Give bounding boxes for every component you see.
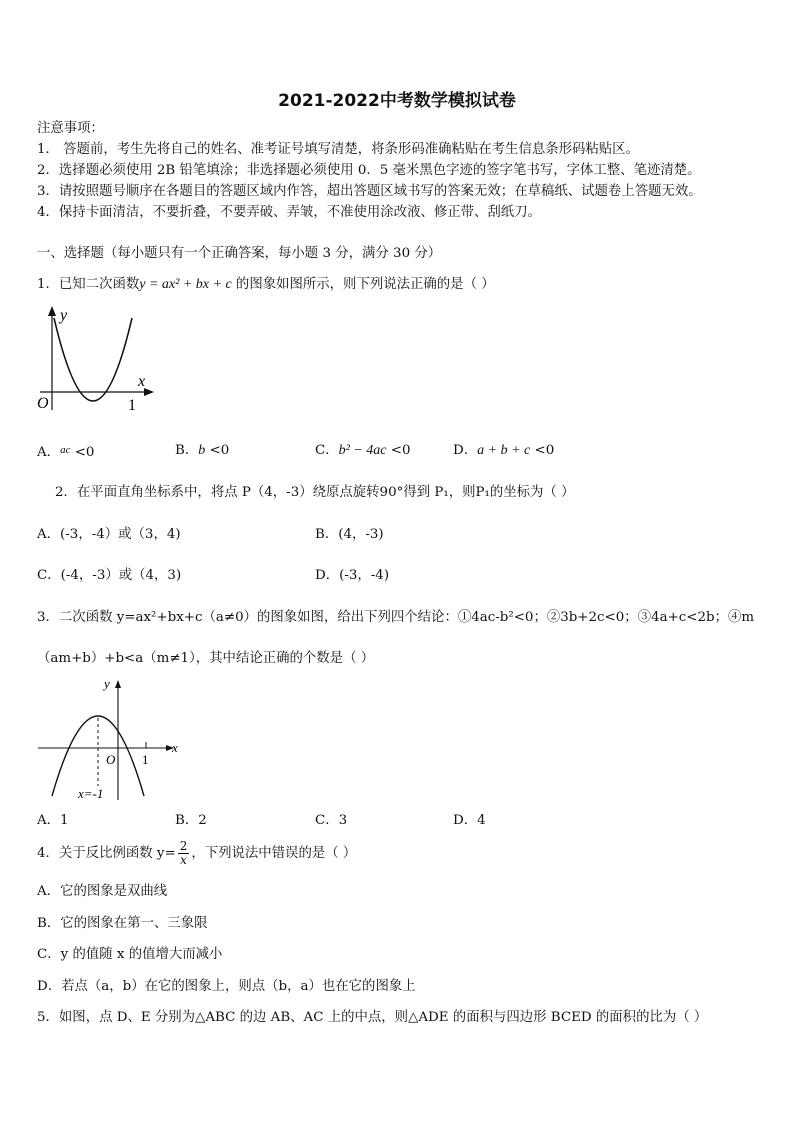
notice-item: 4．保持卡面清洁，不要折叠，不要弄破、弄皱，不准使用涂改液、修正带、刮纸刀。 <box>37 205 541 220</box>
question-4-option-c[interactable]: C．y 的值随 x 的值增大而减小 <box>37 947 223 962</box>
x-axis-label: x <box>138 373 146 390</box>
question-1-option-c[interactable]: C．b² − 4ac <0 <box>315 443 411 458</box>
origin-label: O <box>37 395 49 412</box>
tick-label-one: 1 <box>128 397 136 414</box>
question-3-stem-continued: （am+b）+b<a（m≠1），其中结论正确的个数是（ ） <box>37 651 375 666</box>
question-1-formula: y = ax² + bx + c <box>139 277 232 292</box>
question-4-option-d[interactable]: D．若点（a，b）在它的图象上，则点（b，a）也在它的图象上 <box>37 979 416 994</box>
question-5-stem: 5．如图，点 D、E 分别为△ABC 的边 AB、AC 上的中点，则△ADE 的面积与四边形 BCED 的面积的比为（ ） <box>37 1010 708 1025</box>
section-heading: 一、选择题（每小题只有一个正确答案，每小题 3 分，满分 30 分） <box>37 246 442 261</box>
question-1-option-a[interactable]: A．$^{ac}$ <0 <box>37 444 95 460</box>
page-title: 2021-2022中考数学模拟试卷 <box>278 91 516 111</box>
fraction: $\frac{2}{x}$ <box>179 839 188 867</box>
question-3-option-c[interactable]: C．3 <box>315 813 348 828</box>
question-1-option-b[interactable]: B．b <0 <box>175 443 230 458</box>
notice-item: 3．请按照题号顺序在各题目的答题区域内作答，超出答题区域书写的答案无效；在草稿纸、试题卷上答题无效。 <box>37 184 702 199</box>
notice-item: 2．选择题必须使用 2B 铅笔填涂；非选择题必须使用 0．5 毫米黑色字迹的签字笔书写，字体工整、笔迹清楚。 <box>37 163 701 178</box>
question-1-text: 的图象如图所示，则下列说法正确的是（ ） <box>231 277 495 292</box>
y-axis-label: y <box>60 307 68 324</box>
question-4-stem: 4．关于反比例函数 y= $\frac{2}{x}$ ，下列说法中错误的是（ ） <box>37 839 357 867</box>
notice-heading: 注意事项： <box>37 121 104 136</box>
question-2-stem: 2．在平面直角坐标系中，将点 P（4，-3）绕原点旋转90°得到 P₁，则P₁的坐标为（ ） <box>55 485 575 500</box>
question-2-option-c[interactable]: C．(-4，-3）或（4，3) <box>37 568 182 583</box>
question-3-option-b[interactable]: B．2 <box>175 813 207 828</box>
question-3-stem: 3．二次函数 y=ax²+bx+c（a≠0）的图象如图，给出下列四个结论：①4ac-b²<0；②3b+2c<0；③4a+c<2b；④m <box>37 610 755 625</box>
question-1-stem <box>37 276 495 293</box>
question-1-graph <box>34 304 158 414</box>
x-axis-label: x <box>172 740 178 755</box>
question-4-option-a[interactable]: A．它的图象是双曲线 <box>37 884 168 899</box>
question-1-text: 1．已知二次函数 <box>37 277 140 292</box>
question-3-graph <box>36 676 184 804</box>
question-1-option-d[interactable]: D．a + b + c <0 <box>453 443 555 458</box>
question-2-option-b[interactable]: B．(4，-3) <box>315 527 384 542</box>
tick-label-one: 1 <box>142 752 149 767</box>
notice-item: 1． 答题前，考生先将自己的姓名、准考证号填写清楚，将条形码准确粘贴在考生信息条形码粘贴区。 <box>37 142 639 157</box>
question-2-option-a[interactable]: A．(-3，-4）或（3，4) <box>37 527 181 542</box>
question-3-option-d[interactable]: D．4 <box>453 813 486 828</box>
question-4-option-b[interactable]: B．它的图象在第一、三象限 <box>37 916 208 931</box>
origin-label: O <box>106 752 116 767</box>
symmetry-axis-label: x=-1 <box>78 786 104 801</box>
y-axis-label: y <box>104 676 110 691</box>
question-3-option-a[interactable]: A．1 <box>37 813 69 828</box>
question-2-option-d[interactable]: D．(-3，-4) <box>315 568 390 583</box>
